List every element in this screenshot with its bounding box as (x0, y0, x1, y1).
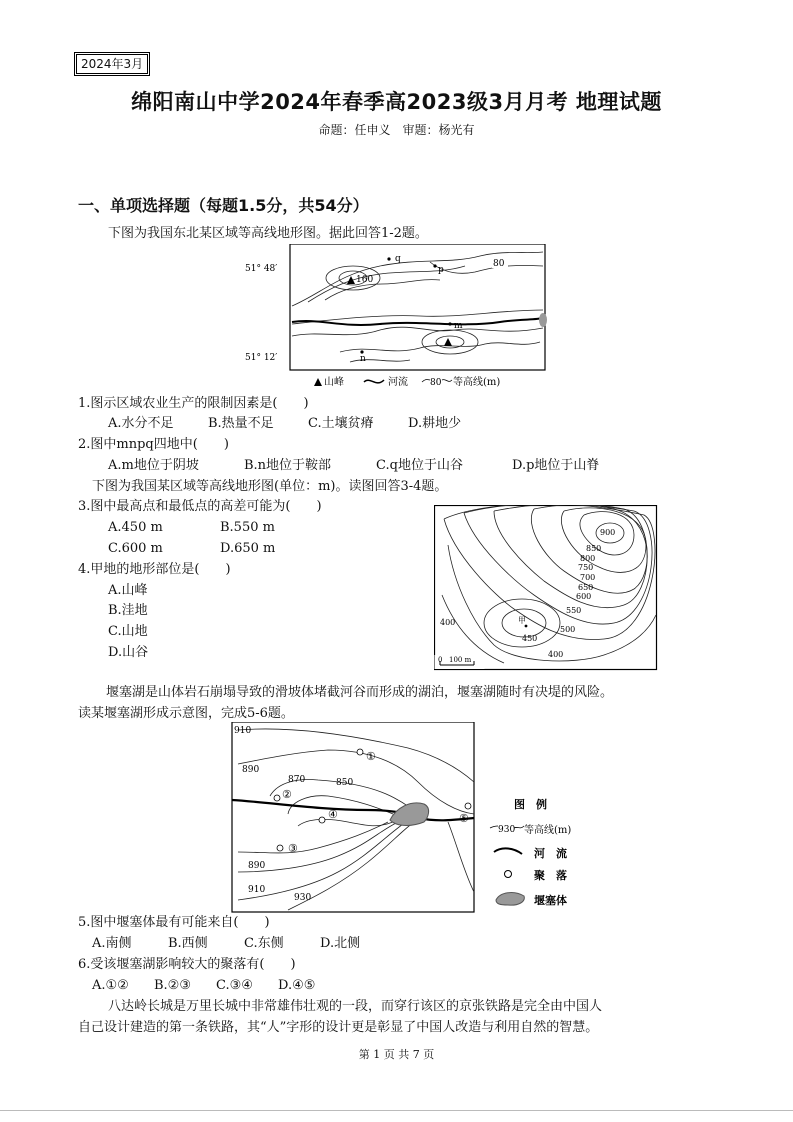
legend-river: 河流 (388, 377, 408, 388)
legend-settlement-text: 聚 落 (534, 869, 567, 882)
contour-label-800: 800 (580, 554, 596, 563)
q6-options (92, 976, 315, 996)
date-tag: 2024年3月 (76, 54, 148, 74)
intro-q5-6-line2: 读某堰塞湖形成示意图，完成5-6题。 (78, 706, 294, 721)
settlement-5: ⑤ (459, 812, 469, 825)
q2-option-c[interactable]: C.q地位于山谷 (376, 458, 463, 473)
legend-river-line-icon (494, 848, 522, 854)
point-m-dot (448, 322, 451, 325)
point-p-label: p (438, 265, 444, 275)
q5-option-a[interactable]: A.南侧 (92, 936, 132, 951)
page-title: 绵阳南山中学2024年春季高2023级3月月考 地理试题 (131, 90, 662, 114)
q5-stem: 5.图中堰塞体最有可能来自( ) (78, 915, 270, 930)
scale-zero: 0 (438, 656, 443, 664)
contour-label-750: 750 (578, 563, 594, 572)
legend-river-text: 河 流 (534, 847, 567, 860)
q3-options-row2 (108, 539, 275, 559)
lat-bottom-label: 51° 12′ (245, 353, 278, 363)
q5-options (92, 934, 360, 954)
q1-stem: 1.图示区域农业生产的限制因素是( ) (78, 396, 309, 411)
point-n-label: n (360, 354, 366, 364)
q5-option-c[interactable]: C.东侧 (244, 936, 284, 951)
point-q-dot (387, 257, 390, 260)
contour-map-region (434, 505, 658, 671)
legend-peak-icon (314, 378, 322, 386)
q1-option-b[interactable]: B.热量不足 (208, 416, 274, 431)
contour-910-top: 910 (234, 726, 252, 736)
intro-q3-4: 下图为我国某区域等高线地形图(单位：m)。读图回答3-4题。 (92, 479, 448, 494)
q4-stem: 4.甲地的地形部位是( ) (78, 562, 231, 577)
q1-options (108, 414, 461, 434)
page-footer: 第 1 页 共 7 页 (358, 1048, 435, 1061)
point-q-label: q (395, 254, 401, 264)
map3-legend-title: 图 例 (514, 798, 547, 811)
q3-option-a[interactable]: A.450 m (108, 520, 163, 535)
settlement-4: ④ (328, 808, 338, 821)
legend-contour-line-icon (514, 826, 524, 828)
contour-label-450: 450 (522, 634, 538, 643)
legend-contour-930: 930 (498, 825, 516, 835)
q6-stem: 6.受该堰塞湖影响较大的聚落有( ) (78, 957, 296, 972)
authors-line: 命题：任申义 审题：杨光有 (318, 123, 475, 137)
q1-option-a[interactable]: A.水分不足 (108, 416, 174, 431)
page-bottom-divider (0, 1110, 793, 1111)
q5-option-d[interactable]: D.北侧 (320, 936, 361, 951)
q2-option-d[interactable]: D.p地位于山脊 (512, 458, 600, 473)
q6-option-c[interactable]: C.③④ (216, 978, 253, 993)
contour-930-bottom: 930 (294, 893, 312, 903)
contour-label-400-bottom: 400 (548, 650, 564, 659)
legend-contour-icon (442, 380, 452, 382)
legend-settlement-icon (505, 871, 512, 878)
lat-top-label: 51° 48′ (245, 264, 278, 274)
q2-option-a[interactable]: A.m地位于阴坡 (108, 458, 199, 473)
peak-160-label: 160 (356, 275, 374, 285)
contour-label-550: 550 (566, 606, 582, 615)
q4-option-c[interactable]: C.山地 (108, 624, 148, 639)
q3-option-d[interactable]: D.650 m (220, 541, 276, 556)
q5-option-b[interactable]: B.西侧 (168, 936, 208, 951)
q6-option-b[interactable]: B.②③ (154, 978, 191, 993)
point-m-label: m (454, 321, 463, 331)
legend-dam-text: 堰塞体 (534, 894, 567, 907)
legend-contour-value: 80 (430, 378, 442, 388)
settlement-3: ③ (288, 842, 298, 855)
contour-870: 870 (288, 775, 306, 785)
legend-contour: 等高线(m) (453, 377, 501, 388)
contour-label-500: 500 (560, 625, 576, 634)
q4-option-a[interactable]: A.山峰 (108, 583, 148, 598)
scale-length: 100 m (449, 656, 472, 664)
contour-80-label: 80 (493, 259, 505, 269)
landslide-dam-map (228, 722, 598, 914)
q3-stem: 3.图中最高点和最低点的高差可能为( ) (78, 499, 322, 514)
q6-option-a[interactable]: A.①② (92, 978, 129, 993)
contour-label-900: 900 (600, 528, 616, 537)
contour-label-650: 650 (578, 583, 594, 592)
contour-890-bottom: 890 (248, 861, 266, 871)
contour-850: 850 (336, 778, 354, 788)
point-jia-dot (525, 625, 528, 628)
q3-option-c[interactable]: C.600 m (108, 541, 163, 556)
contour-label-700: 700 (580, 573, 596, 582)
contour-map-northeast (240, 244, 550, 390)
intro-q5-6-line1: 堰塞湖是山体岩石崩塌导致的滑坡体堵截河谷而形成的湖泊，堰塞湖随时有决堤的风险。 (106, 685, 614, 700)
q3-option-b[interactable]: B.550 m (220, 520, 275, 535)
q4-option-d[interactable]: D.山谷 (108, 645, 149, 660)
intro-q1-2: 下图为我国东北某区域等高线地形图。据此回答1-2题。 (108, 226, 428, 241)
q2-options (108, 456, 599, 476)
q4-option-b[interactable]: B.洼地 (108, 603, 148, 618)
q1-option-d[interactable]: D.耕地少 (408, 416, 462, 431)
legend-contour-text: 等高线(m) (524, 825, 572, 836)
legend-river-icon (364, 380, 384, 383)
q6-option-d[interactable]: D.④⑤ (278, 978, 316, 993)
map1-lake (539, 313, 547, 327)
contour-label-600: 600 (576, 592, 592, 601)
intro-q7-line1: 八达岭长城是万里长城中非常雄伟壮观的一段，而穿行该区的京张铁路是完全由中国人 (108, 999, 603, 1014)
q2-stem: 2.图中mnpq四地中( ) (78, 437, 229, 452)
contour-label-850: 850 (586, 544, 602, 553)
point-jia-label: 甲 (518, 616, 526, 625)
settlement-2: ② (282, 788, 292, 801)
q3-options-row1 (108, 518, 275, 538)
intro-q7-line2: 自己设计建造的第一条铁路，其“人”字形的设计更是彰显了中国人改造与利用自然的智慧。 (78, 1020, 599, 1035)
section-heading: 一、单项选择题（每题1.5分，共54分） (78, 196, 369, 215)
q2-option-b[interactable]: B.n地位于鞍部 (244, 458, 332, 473)
contour-label-400-left: 400 (440, 618, 456, 627)
point-p-dot (433, 264, 436, 267)
contour-890-top: 890 (242, 765, 260, 775)
q1-option-c[interactable]: C.土壤贫瘠 (308, 416, 374, 431)
settlement-1: ① (366, 750, 376, 763)
legend-peak: 山峰 (324, 377, 344, 388)
legend-dam-icon (496, 893, 524, 906)
contour-910-bottom: 910 (248, 885, 266, 895)
